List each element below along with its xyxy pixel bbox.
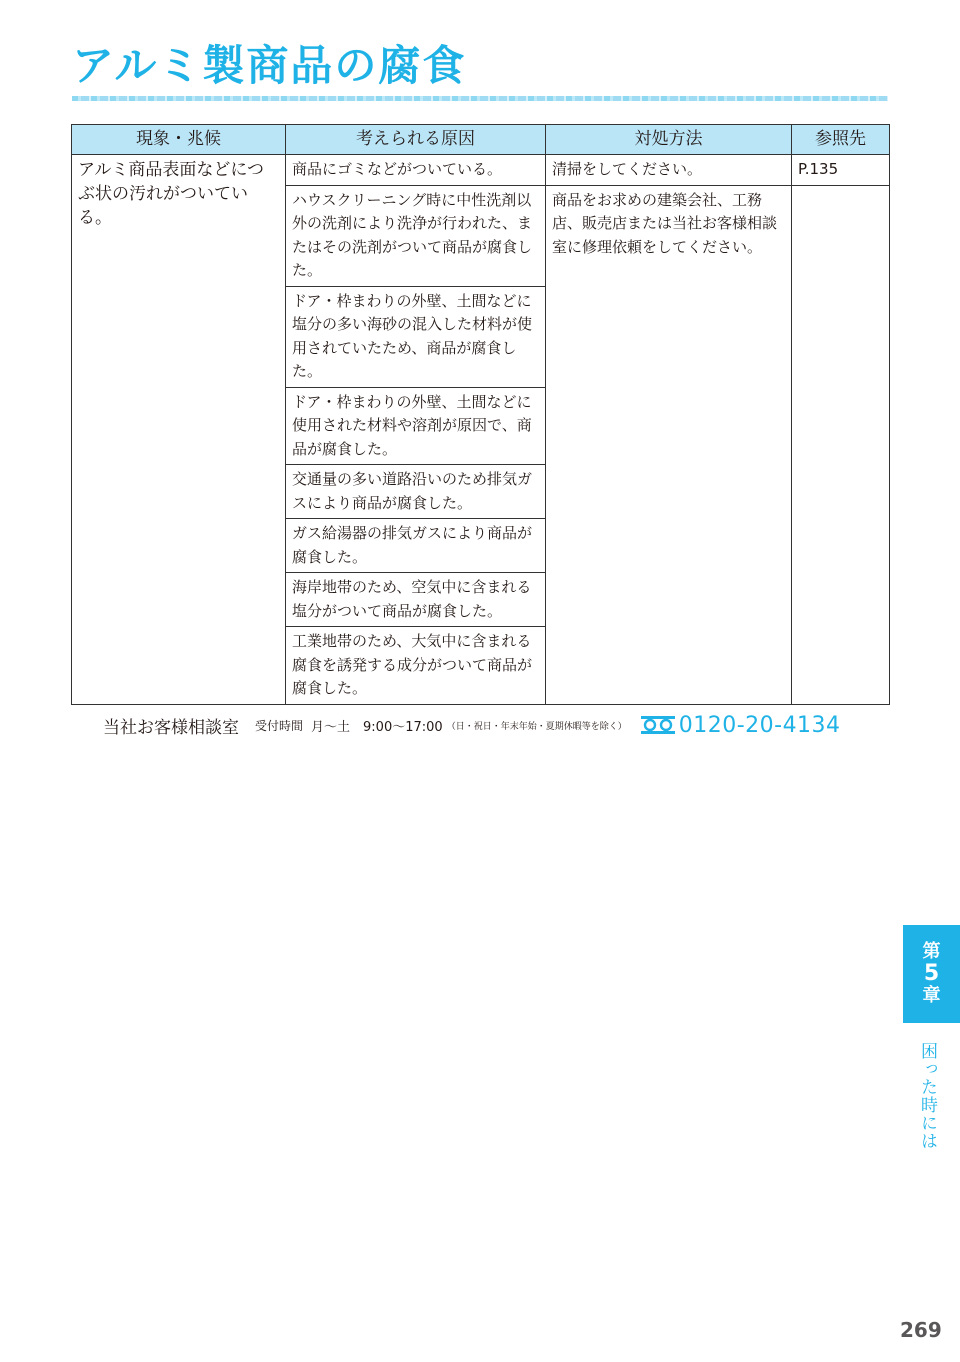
reference-cell-empty: [792, 185, 890, 704]
header-remedy: 対処方法: [546, 125, 792, 155]
symptom-cell: アルミ商品表面などにつぶ状の汚れがついている。: [72, 155, 286, 705]
reference-cell: P.135: [792, 155, 890, 186]
cause-cell: ガス給湯器の排気ガスにより商品が腐食した。: [286, 519, 546, 573]
cause-cell: 商品にゴミなどがついている。: [286, 155, 546, 186]
chapter-suffix: 章: [922, 985, 941, 1006]
page-number: 269: [900, 1318, 942, 1342]
table-row: [72, 155, 890, 186]
cause-cell: 海岸地帯のため、空気中に含まれる塩分がついて商品が腐食した。: [286, 573, 546, 627]
header-symptom: 現象・兆候: [72, 125, 286, 155]
hours-note: （日・祝日・年末年始・夏期休暇等を除く）: [446, 721, 627, 732]
free-dial-icon: [641, 716, 675, 734]
troubleshooting-table: [71, 124, 890, 705]
remedy-cell: 商品をお求めの建築会社、工務店、販売店または当社お客様相談室に修理依頼をしてください。: [546, 185, 792, 704]
hours-label: 受付時間: [255, 718, 304, 733]
remedy-cell: 清掃をしてください。: [546, 155, 792, 186]
header-cause: 考えられる原因: [286, 125, 546, 155]
cause-cell: ハウスクリーニング時に中性洗剤以外の洗剤により洗浄が行われた、またはその洗剤がついて商品が腐食した。: [286, 185, 546, 286]
contact-footer: [103, 710, 841, 740]
chapter-prefix: 第: [922, 941, 941, 962]
header-reference: 参照先: [792, 125, 890, 155]
table-header-row: [72, 125, 890, 155]
business-hours: 月〜土 9:00〜17:00: [311, 719, 443, 735]
cause-cell: 交通量の多い道路沿いのため排気ガスにより商品が腐食した。: [286, 465, 546, 519]
cause-cell: ドア・枠まわりの外壁、土間などに使用された材料や溶剤が原因で、商品が腐食した。: [286, 387, 546, 465]
chapter-tab: [903, 925, 960, 1023]
page-title: アルミ製商品の腐食: [72, 41, 467, 90]
chapter-number: 5: [923, 961, 940, 986]
cause-cell: 工業地帯のため、大気中に含まれる腐食を誘発する成分がついて商品が腐食した。: [286, 627, 546, 705]
title-underline: [72, 96, 888, 101]
cause-cell: ドア・枠まわりの外壁、土間などに塩分の多い海砂の混入した材料が使用されていたため、商品が腐食した。: [286, 286, 546, 387]
phone-number[interactable]: 0120-20-4134: [678, 712, 841, 738]
support-dept-label: 当社お客様相談室: [103, 717, 239, 738]
chapter-title: 困った時には: [917, 1042, 937, 1150]
